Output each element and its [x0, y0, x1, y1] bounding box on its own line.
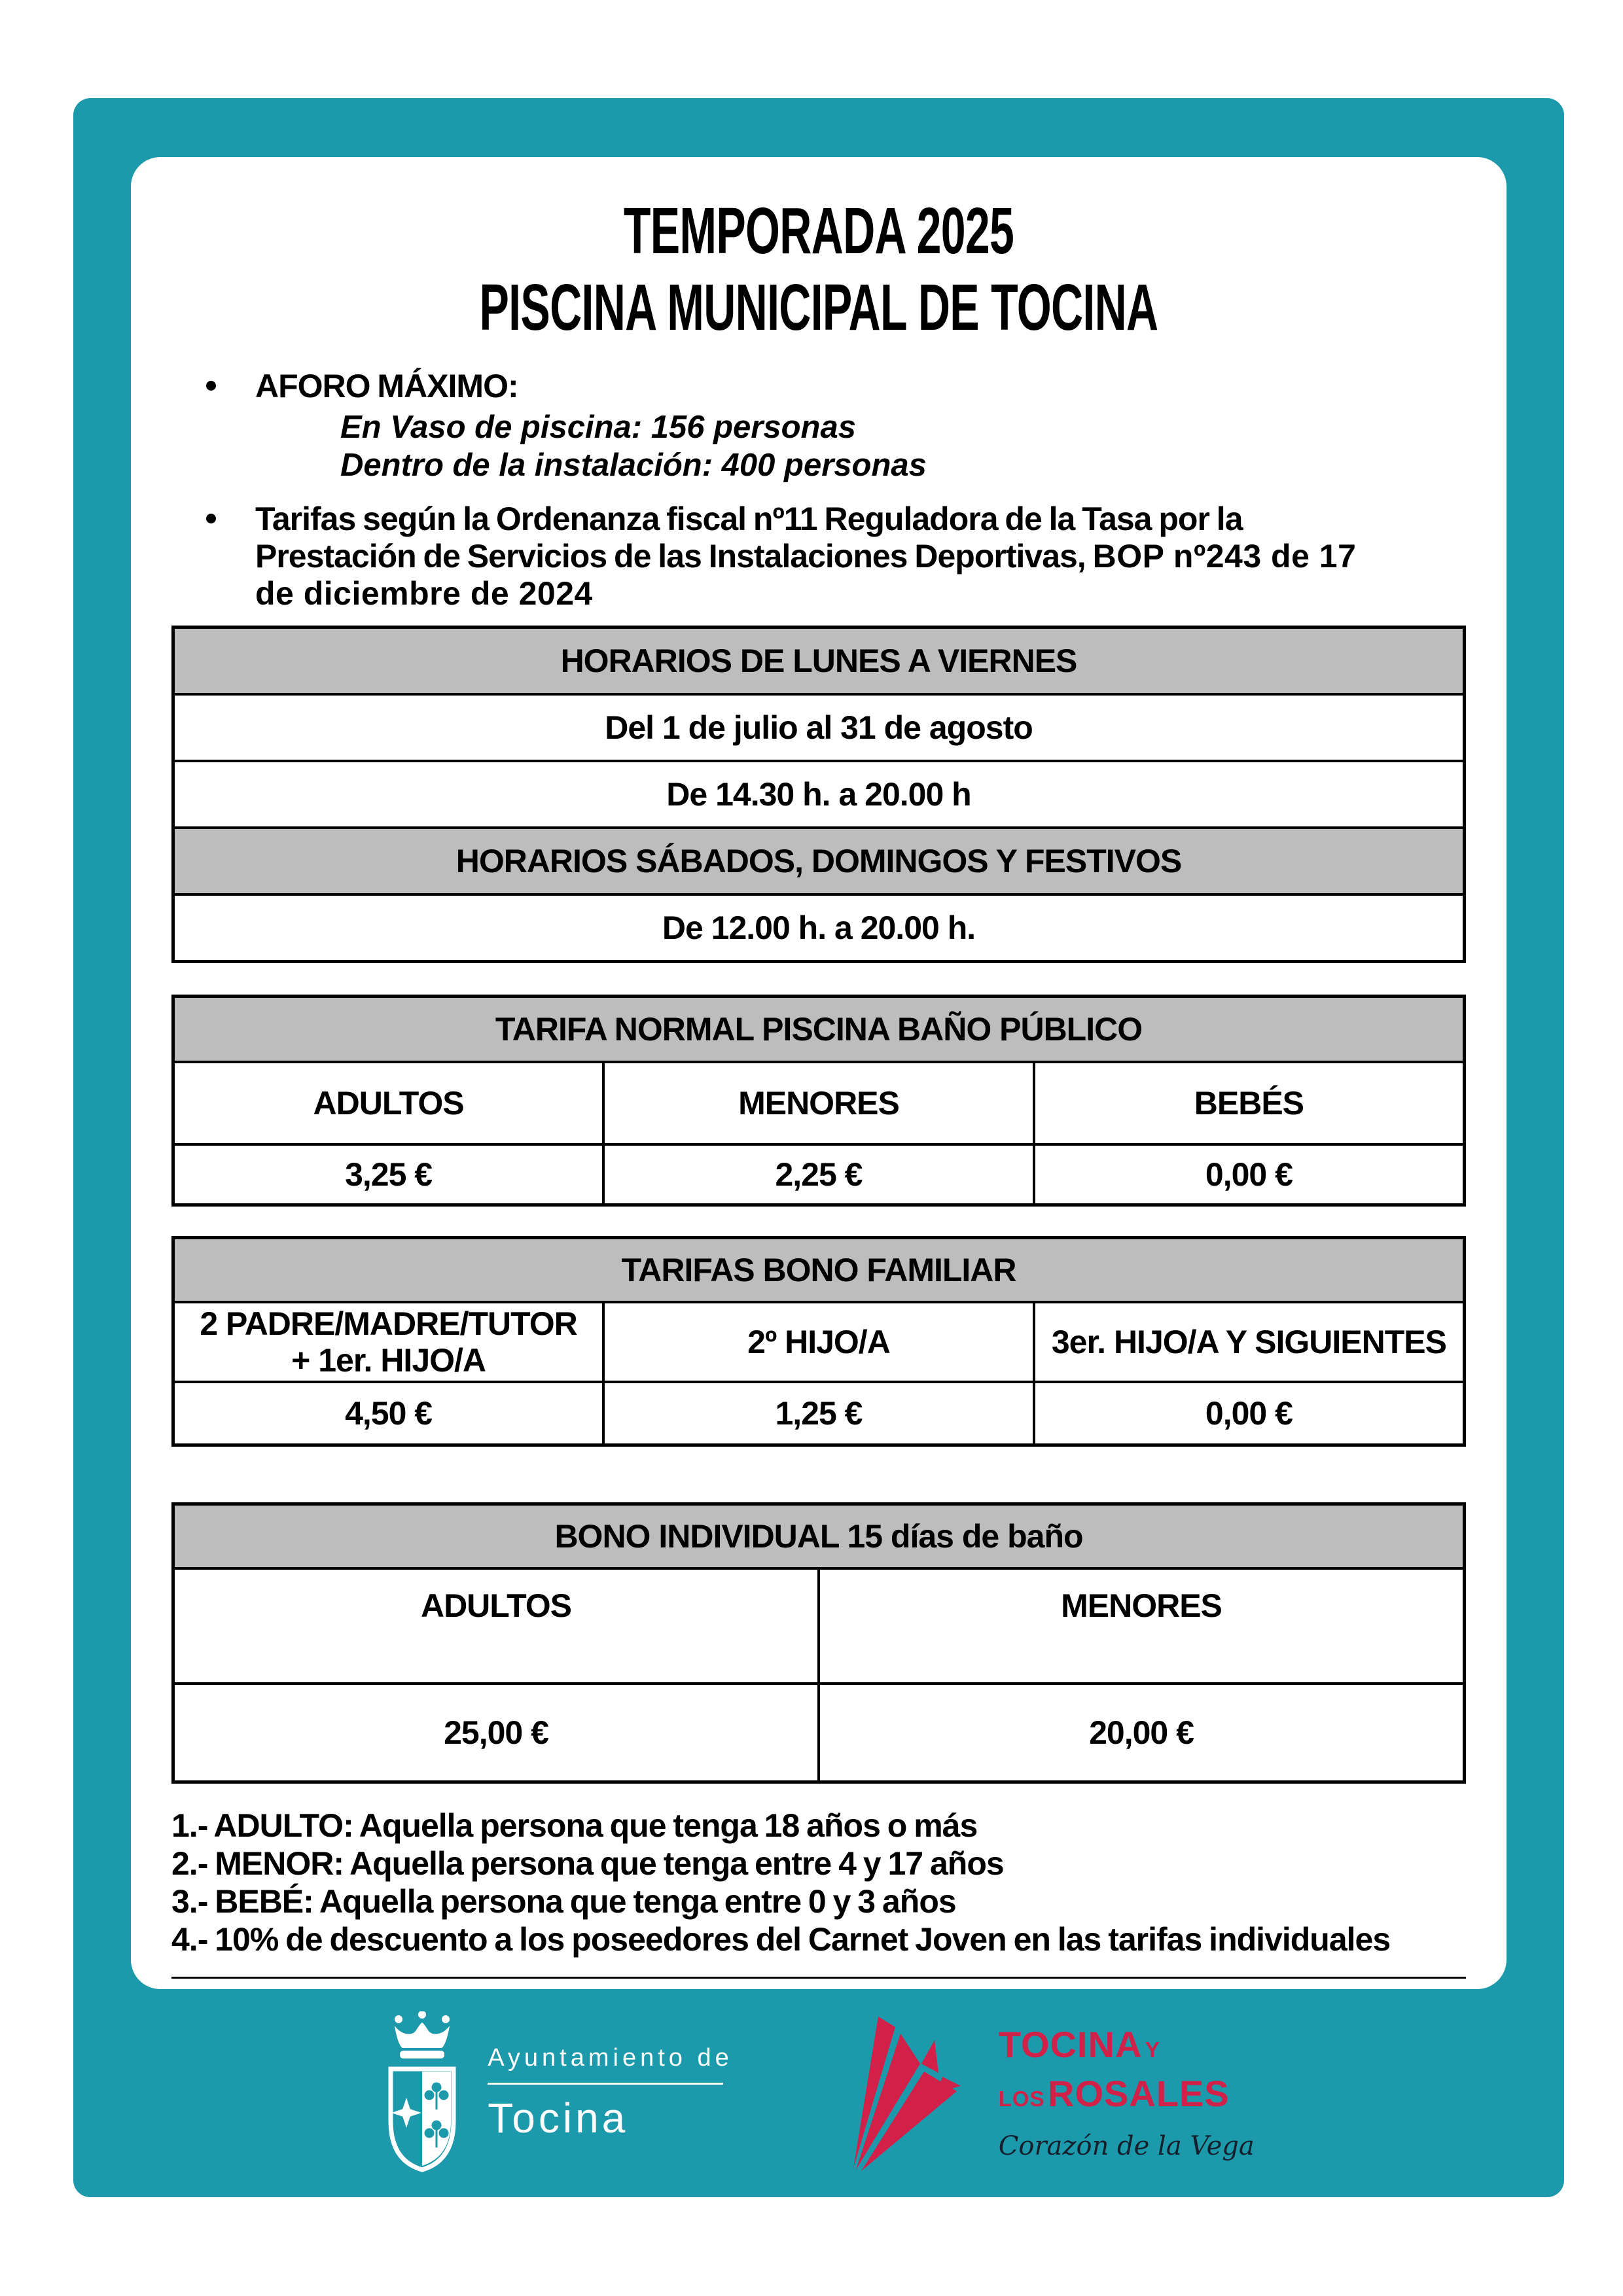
family-pass-value-second-child: 1,25 € [603, 1382, 1034, 1445]
rosales-word-los: LOS [998, 2087, 1045, 2111]
schedule-weekend-hours: De 12.00 h. a 20.00 h. [173, 894, 1465, 962]
town-hall-logo-line1: Ayuntamiento de [488, 2044, 733, 2072]
normal-rates-col-adults: ADULTOS [173, 1062, 604, 1144]
bullet-dot-icon [206, 381, 216, 391]
capacity-pool-line: En Vaso de piscina: 156 personas [340, 410, 856, 445]
normal-rates-table [171, 995, 1466, 1207]
capacity-label: AFORO MÁXIMO: [255, 368, 518, 404]
family-pass-col-third-child: 3er. HIJO/A Y SIGUIENTES [1034, 1302, 1465, 1382]
town-hall-logo-rule [488, 2083, 723, 2085]
note-adult: 1.- ADULTO: Aquella persona que tenga 18 años o más [171, 1807, 978, 1844]
title-line-2: PISCINA MUNICIPAL DE TOCINA [479, 271, 1158, 344]
rosales-word-y: Y [1145, 2038, 1160, 2062]
family-pass-table [171, 1236, 1466, 1447]
family-pass-value-parents: 4,50 € [173, 1382, 604, 1445]
ordinance-text [255, 501, 1400, 612]
individual-pass-value-minors: 20,00 € [819, 1684, 1465, 1782]
tocina-rosales-logo [844, 2011, 1255, 2175]
individual-pass-value-adults: 25,00 € [173, 1684, 819, 1782]
rosales-word-rosales: ROSALES [1048, 2073, 1230, 2114]
family-pass-title: TARIFAS BONO FAMILIAR [173, 1238, 1465, 1303]
schedule-weekday-hours: De 14.30 h. a 20.00 h [173, 761, 1465, 828]
bullet-dot-icon [206, 514, 216, 523]
individual-pass-col-minors: MENORES [819, 1568, 1465, 1684]
town-hall-logo-line2: Tocina [488, 2094, 629, 2142]
schedule-table [171, 626, 1466, 963]
rosales-logo-row2 [999, 2074, 1255, 2123]
ordinance-bop-reference: BOP nº243 de 17 de diciembre de 2024 [255, 538, 1357, 612]
schedule-weekday-header: HORARIOS DE LUNES A VIERNES [173, 627, 1465, 695]
individual-pass-table [171, 1502, 1466, 1784]
individual-pass-title: BONO INDIVIDUAL 15 días de baño [173, 1504, 1465, 1569]
rosales-logo-row1 [999, 2025, 1255, 2074]
ordinance-main-text: Tarifas según la Ordenanza fiscal nº11 Reguladora de la Tasa por la Prestación de Servicios de las Instalaciones Deportivas, [255, 501, 1243, 574]
capacity-facility-line: Dentro de la instalación: 400 personas [340, 448, 927, 483]
town-hall-logo-text [488, 2044, 733, 2142]
title-line-1: TEMPORADA 2025 [623, 194, 1014, 268]
logos-band [73, 1989, 1564, 2197]
note-discount: 4.- 10% de descuento a los poseedores del Carnet Joven en las tarifas individuales [171, 1921, 1391, 1958]
footer-divider [171, 1977, 1466, 1979]
normal-rates-col-minors: MENORES [603, 1062, 1034, 1144]
page-title [171, 193, 1466, 346]
capacity-section [171, 368, 1466, 484]
ordinance-section [171, 501, 1466, 612]
ordinance-bullet [171, 501, 1466, 612]
note-baby: 3.- BEBÉ: Aquella persona que tenga entre 0 y 3 años [171, 1883, 956, 1920]
rosales-word-tocina: TOCINA [998, 2024, 1143, 2065]
family-pass-col-second-child: 2º HIJO/A [603, 1302, 1034, 1382]
normal-rates-value-minors: 2,25 € [603, 1144, 1034, 1205]
town-hall-crest-icon [383, 2011, 461, 2175]
town-hall-logo [383, 2011, 733, 2175]
note-minor: 2.- MENOR: Aquella persona que tenga entre 4 y 17 años [171, 1845, 1004, 1882]
normal-rates-col-babies: BEBÉS [1034, 1062, 1465, 1144]
maltese-cross-icon [391, 2098, 421, 2128]
normal-rates-value-adults: 3,25 € [173, 1144, 604, 1205]
capacity-bullet [171, 368, 1466, 405]
family-pass-value-third-child: 0,00 € [1034, 1382, 1465, 1445]
normal-rates-title: TARIFA NORMAL PISCINA BAÑO PÚBLICO [173, 997, 1465, 1063]
family-pass-col-parents: 2 PADRE/MADRE/TUTOR + 1er. HIJO/A [173, 1302, 604, 1382]
content-panel [131, 157, 1507, 1989]
teal-frame [73, 98, 1564, 2197]
capacity-details [340, 409, 1466, 484]
individual-pass-col-adults: ADULTOS [173, 1568, 819, 1684]
normal-rates-value-babies: 0,00 € [1034, 1144, 1465, 1205]
rosales-tagline: Corazón de la Vega [998, 2131, 1255, 2161]
rosales-logo-text [999, 2025, 1255, 2161]
schedule-date-range: Del 1 de julio al 31 de agosto [173, 694, 1465, 761]
rosales-brand-icon [844, 2011, 975, 2175]
definitions-notes [171, 1807, 1466, 1958]
schedule-weekend-header: HORARIOS SÁBADOS, DOMINGOS Y FESTIVOS [173, 828, 1465, 894]
